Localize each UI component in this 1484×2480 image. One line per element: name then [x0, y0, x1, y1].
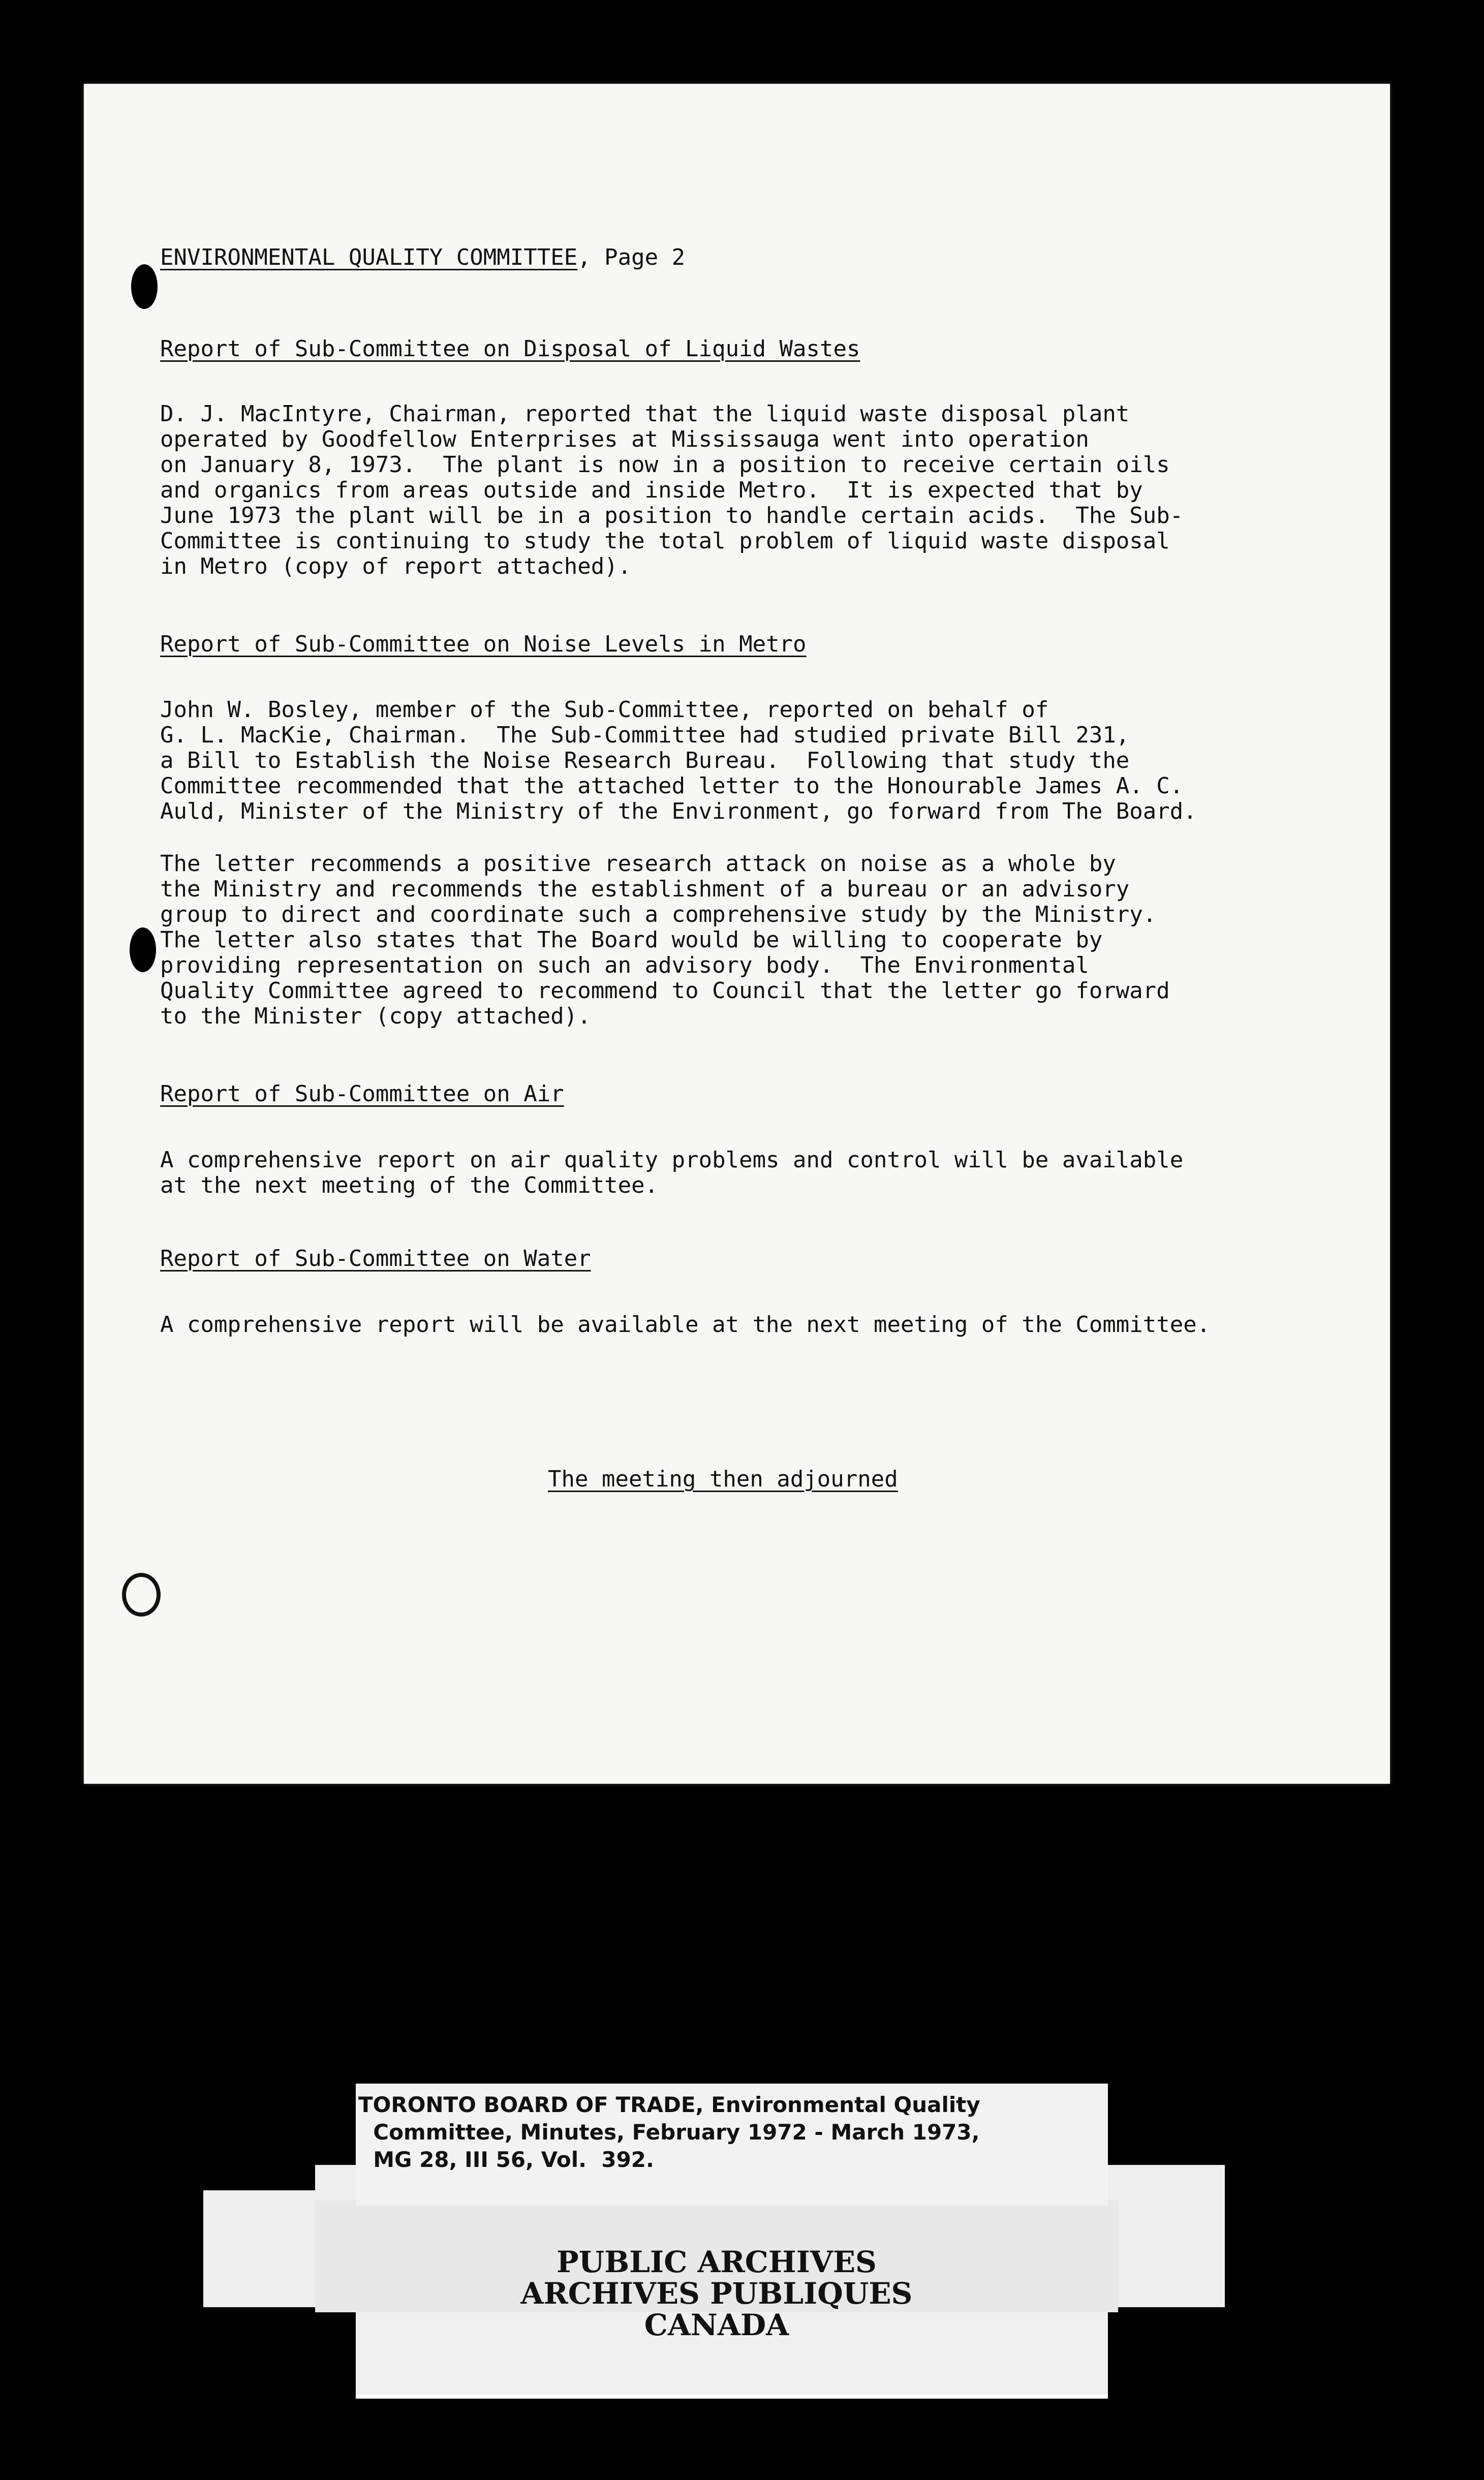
- section-heading-liquid-wastes: Report of Sub-Committee on Disposal of Liquid Wastes: [160, 336, 860, 362]
- archive-label: [358, 2091, 980, 2174]
- section-heading-air: Report of Sub-Committee on Air: [160, 1081, 564, 1107]
- stamp-line-1: PUBLIC ARCHIVES: [556, 2245, 877, 2279]
- punch-hole-top: [131, 264, 158, 309]
- punch-hole-bottom: [122, 1573, 161, 1617]
- paragraph-water: A comprehensive report will be available at the next meeting of the Committee.: [160, 1312, 1211, 1338]
- archive-stamp-text: [315, 2246, 1118, 2341]
- stamp-notch-left: [203, 2165, 315, 2190]
- archive-label-line3: MG 28, III 56, Vol. 392.: [358, 2147, 654, 2172]
- stamp-line-3: CANADA: [644, 2308, 789, 2342]
- paragraph-air: A comprehensive report on air quality problems and control will be available at the next meeting of the Committee.: [160, 1147, 1184, 1198]
- page-header-committee: ENVIRONMENTAL QUALITY COMMITTEE: [160, 244, 578, 270]
- paragraph-liquid-wastes: D. J. MacIntyre, Chairman, reported that the liquid waste disposal plant operated by Goodfellow Enterprises at Mississauga went into operation on January 8, 1973. The plant is now in a position to receive certain oils and organics from areas outside and inside Metro. It is expected that by June 1973 the plant will be in a position to handle certain acids. The Sub- Committee is continuing to study the total problem of liquid waste disposal in Metro (copy of report attached).: [160, 401, 1184, 579]
- section-heading-noise-levels: Report of Sub-Committee on Noise Levels in Metro: [160, 631, 807, 657]
- section-heading-water: Report of Sub-Committee on Water: [160, 1246, 591, 1272]
- stamp-line-2: ARCHIVES PUBLIQUES: [520, 2276, 913, 2311]
- archive-label-line1: TORONTO BOARD OF TRADE, Environmental Quality: [358, 2092, 980, 2117]
- page-header-page: , Page 2: [577, 244, 686, 270]
- paragraph-noise-levels-1: John W. Bosley, member of the Sub-Committee, reported on behalf of G. L. MacKie, Chairman. The Sub-Committee had studied private Bill 231, a Bill to Establish the Noise Research Bureau. Following that study the Committee recommended that the attached letter to the Honourable James A. C. Auld, Minister of the Ministry of the Environment, go forward from The Board.: [160, 697, 1197, 824]
- punch-hole-middle: [130, 927, 156, 972]
- archive-label-line2: Committee, Minutes, February 1972 - March 1973,: [358, 2120, 980, 2145]
- page-header: [160, 245, 685, 270]
- paragraph-noise-levels-2: The letter recommends a positive research attack on noise as a whole by the Ministry and recommends the establishment of a bureau or an advisory group to direct and coordinate such a comprehensive study by the Ministry. The letter also states that The Board would be willing to cooperate by providing representation on such an advisory body. The Environmental Quality Committee agreed to recommend to Council that the letter go forward to the Minister (copy attached).: [160, 851, 1170, 1029]
- stamp-bottom-line: [356, 2395, 1108, 2398]
- closing-line: The meeting then adjourned: [548, 1466, 898, 1492]
